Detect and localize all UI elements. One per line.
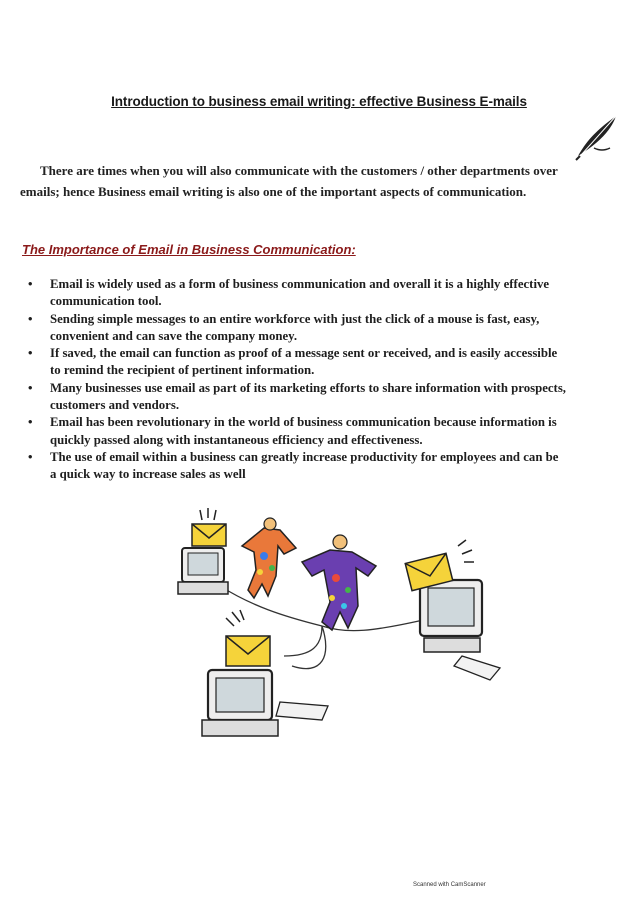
page-title: Introduction to business email writing: effective Business E-mails	[111, 94, 527, 109]
bullet-line: Many businesses use email as part of its marketing efforts to share information with prospects,	[50, 380, 566, 395]
bullet-line: convenient and can save the company money.	[50, 328, 298, 343]
bullet-line: to remind the recipient of pertinent information.	[50, 363, 315, 378]
bullet-line: Email has been revolutionary in the world of business communication because information is	[50, 415, 557, 430]
bullet-icon: •	[28, 415, 33, 430]
bullet-item	[22, 345, 622, 380]
motion-lines	[226, 610, 244, 626]
bullet-line: The use of email within a business can greatly increase productivity for employees and can be	[50, 449, 559, 464]
section-heading: The Importance of Email in Business Communication:	[22, 242, 356, 257]
bullet-item	[22, 276, 622, 311]
envelope-icon	[192, 524, 226, 546]
intro-line-2: emails; hence Business email writing is also one of the important aspects of communication.	[20, 184, 527, 199]
bullet-line: customers and vendors.	[50, 398, 180, 413]
bullet-line: If saved, the email can function as proof of a message sent or received, and is easily accessible	[50, 346, 558, 361]
bullet-line: a quick way to increase sales as well	[50, 467, 246, 482]
bullet-icon: •	[28, 380, 33, 395]
bullet-icon: •	[28, 449, 33, 464]
email-network-clipart	[172, 506, 508, 744]
bullet-item	[22, 380, 622, 415]
computer-icon	[420, 580, 500, 680]
bullet-icon: •	[28, 277, 33, 291]
person-figure-icon	[242, 518, 296, 598]
scanner-watermark: Scanned with CamScanner	[413, 882, 486, 888]
computer-icon	[178, 548, 228, 594]
computer-icon	[202, 670, 328, 736]
bullet-item	[22, 449, 622, 484]
person-figure-icon	[302, 535, 376, 630]
bullet-line: communication tool.	[50, 294, 162, 309]
bullet-item	[22, 311, 622, 346]
envelope-icon	[226, 636, 270, 666]
motion-lines	[458, 540, 474, 562]
motion-lines	[200, 508, 216, 520]
quill-pen-icon	[572, 112, 622, 162]
bullet-line: Sending simple messages to an entire workforce with just the click of a mouse is fast, easy,	[50, 311, 540, 326]
intro-line-1: There are times when you will also communicate with the customers / other departments over	[40, 163, 558, 178]
bullet-item	[22, 414, 622, 449]
bullet-icon: •	[28, 346, 33, 361]
bullet-line: Email is widely used as a form of business communication and overall it is a highly effective	[50, 277, 550, 291]
bullet-list	[22, 276, 622, 484]
intro-paragraph	[20, 160, 620, 202]
bullet-icon: •	[28, 311, 33, 326]
bullet-line: quickly passed along with instantaneous efficiency and effectiveness.	[50, 432, 423, 447]
